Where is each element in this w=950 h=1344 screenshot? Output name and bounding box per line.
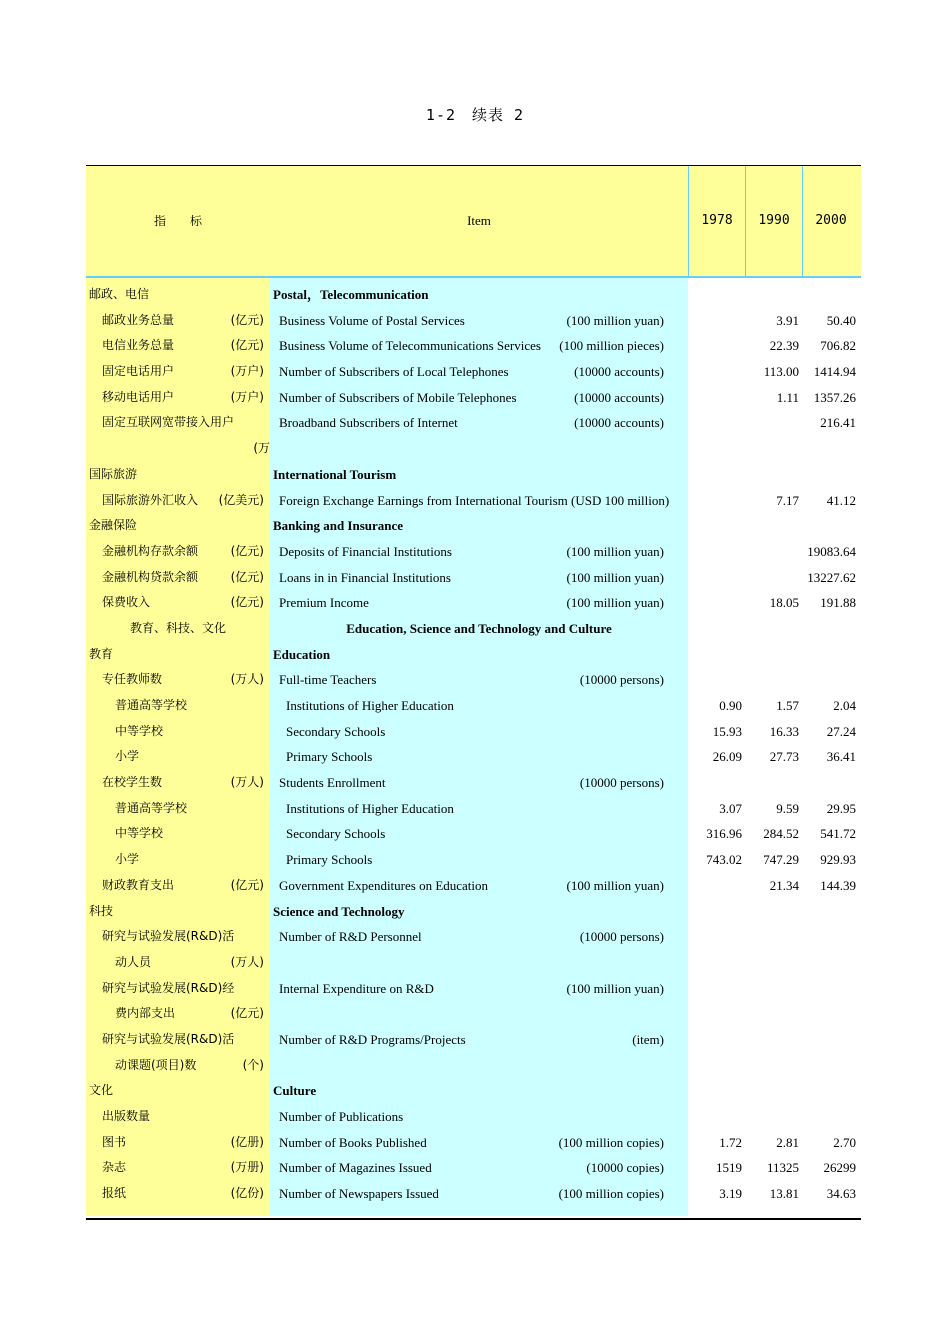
row-label-cn: 在校学生数: [102, 775, 163, 790]
row-label-cn: 固定互联网宽带接入用户: [102, 415, 235, 430]
value-2000: 2.70: [833, 1134, 856, 1150]
table-row: [86, 924, 861, 950]
row-label-en: Students Enrollment: [279, 775, 386, 791]
row-label-cn: 研究与试验发展(R&D)活: [102, 1031, 235, 1046]
row-label-en: Institutions of Higher Education: [286, 800, 454, 816]
table-row: [86, 359, 861, 385]
row-label-cn: 小学: [115, 749, 140, 764]
value-1978: 1.72: [719, 1134, 742, 1150]
section-label-cn: 国际旅游: [89, 466, 138, 481]
value-1990: 27.73: [769, 749, 799, 765]
unit-en: (item): [632, 1031, 664, 1047]
value-1978: 3.19: [719, 1186, 742, 1202]
header-year-2000: 2000: [802, 166, 859, 276]
row-label-en: Number of Magazines Issued: [279, 1160, 432, 1176]
value-1990: 113.00: [763, 364, 799, 380]
unit-en: (100 million pieces): [559, 338, 664, 354]
section-label-en: Postal，Telecommunication: [273, 287, 429, 302]
value-2000: 36.41: [826, 749, 856, 765]
value-1978: 0.90: [719, 698, 742, 713]
row-label-cn: 报纸: [102, 1186, 127, 1201]
unit-en: (10000 persons): [579, 929, 664, 945]
table-row: [86, 308, 861, 334]
value-2000: 144.39: [820, 877, 856, 893]
group-heading-en: Education, Science and Technology and Culture: [346, 620, 612, 636]
row-label-cn: 专任教师数: [102, 672, 163, 687]
table-row: [86, 744, 861, 770]
table-row: [86, 436, 861, 462]
unit-cn: (万户): [230, 389, 264, 404]
row-label-en: Broadband Subscribers of Internet: [279, 415, 458, 431]
row-label-cn: 出版数量: [102, 1109, 151, 1123]
row-label-en: Number of R&D Personnel: [279, 929, 422, 945]
row-label-en: Primary Schools: [286, 749, 373, 765]
page-title: [0, 104, 950, 125]
table-row: [86, 539, 861, 565]
header-item-en: Item: [467, 213, 491, 228]
row-label-en: Number of Publications: [279, 1109, 404, 1124]
unit-cn: (亿元): [230, 543, 264, 558]
row-label-cn: 研究与试验发展(R&D)活: [102, 929, 235, 944]
unit-cn: (万册): [230, 1160, 264, 1175]
row-label-en: Institutions of Higher Education: [286, 698, 454, 713]
row-label-cn: 图书: [102, 1134, 127, 1149]
table-row: [86, 899, 861, 925]
row-label-en: Secondary Schools: [286, 723, 386, 739]
table-row: [86, 565, 861, 591]
table-title: 续表 2: [472, 106, 525, 124]
row-label-en: Primary Schools: [286, 852, 373, 868]
unit-en: (100 million yuan): [566, 877, 664, 893]
value-1990: 21.34: [769, 877, 799, 893]
row-label-en: Number of R&D Programs/Projects: [279, 1031, 466, 1047]
row-label-en: Foreign Exchange Earnings from International Tourism (USD 100 million): [279, 492, 670, 508]
table-row: [86, 333, 861, 359]
row-label-cn: 保费收入: [102, 595, 151, 610]
table-row: [86, 873, 861, 899]
row-label-en: Secondary Schools: [286, 826, 386, 842]
value-1990: 9.59: [776, 800, 799, 816]
unit-en: (10000 accounts): [574, 389, 664, 405]
value-1978: 743.02: [706, 852, 742, 868]
row-label-cn: 普通高等学校: [115, 698, 188, 712]
header-item-cn: 指 标: [153, 214, 202, 228]
row-label-en: Internal Expenditure on R&D: [279, 980, 434, 996]
value-1978: 15.93: [712, 723, 742, 739]
value-1990: 18.05: [769, 595, 799, 611]
section-label-en: Education: [273, 646, 331, 662]
row-label-cn: 中等学校: [115, 723, 164, 738]
row-label-cn: 中等学校: [115, 826, 164, 841]
section-label-en: Culture: [273, 1083, 317, 1099]
table-body: [86, 282, 861, 1207]
value-1990: 13.81: [769, 1186, 799, 1202]
table-row: [86, 282, 861, 308]
value-1990: 7.17: [776, 492, 799, 508]
unit-cn: (亿美元): [218, 492, 264, 507]
value-1978: 1519: [716, 1160, 742, 1176]
group-heading-cn: 教育、科技、文化: [129, 620, 226, 635]
unit-cn: (亿元): [230, 1006, 264, 1021]
value-2000: 19083.64: [807, 543, 856, 559]
row-label-en: Premium Income: [279, 595, 369, 611]
value-1990: 2.81: [776, 1134, 799, 1150]
unit-en: (100 million yuan): [566, 312, 664, 328]
section-label-cn: 文化: [89, 1083, 114, 1098]
value-2000: 41.12: [826, 492, 856, 508]
row-label-en: Number of Books Published: [279, 1134, 427, 1150]
unit-cn: (亿元): [230, 569, 264, 584]
value-2000: 541.72: [820, 826, 856, 842]
value-1990: 22.39: [769, 338, 799, 354]
value-1990: 3.91: [776, 312, 799, 328]
value-2000: 706.82: [820, 338, 856, 354]
unit-en: (100 million yuan): [566, 595, 664, 611]
table-row: [86, 1001, 861, 1027]
value-2000: 191.88: [820, 595, 856, 611]
table-code: 1-2: [425, 106, 457, 124]
section-label-en: Science and Technology: [273, 903, 405, 919]
table-row: [86, 1130, 861, 1156]
row-label-cn: 财政教育支出: [102, 877, 175, 892]
header-year-1978: 1978: [688, 166, 745, 276]
unit-en: (100 million yuan): [566, 569, 664, 585]
row-label-en: Number of Subscribers of Mobile Telephones: [279, 389, 517, 405]
section-label-cn: 教育: [89, 646, 114, 661]
header-year-1990: 1990: [745, 166, 802, 276]
table-row: [86, 1027, 861, 1053]
row-label-en: Business Volume of Telecommunications Services: [279, 338, 541, 354]
table-row: [86, 847, 861, 873]
value-2000: 929.93: [820, 852, 856, 868]
row-label-en: Business Volume of Postal Services: [279, 312, 465, 328]
value-2000: 27.24: [826, 723, 856, 739]
section-label-en: Banking and Insurance: [273, 518, 404, 534]
value-1990: 1.11: [776, 389, 799, 405]
table-row: [86, 590, 861, 616]
unit-cn: (亿元): [230, 595, 264, 610]
row-label-en: Number of Subscribers of Local Telephones: [279, 364, 509, 380]
table-row: [86, 1104, 861, 1130]
value-1978: 3.07: [719, 800, 742, 816]
unit-en: (10000 accounts): [574, 364, 664, 380]
value-1990: 1.57: [776, 698, 799, 713]
value-2000: 1357.26: [813, 389, 856, 405]
value-2000: 29.95: [826, 800, 856, 816]
unit-cn: (亿元): [230, 877, 264, 892]
statistics-table: [86, 165, 861, 1220]
value-2000: 2.04: [833, 698, 856, 713]
value-2000: 13227.62: [807, 569, 856, 585]
value-1990: 747.29: [763, 852, 799, 868]
table-row: [86, 410, 861, 436]
table-row: [86, 1181, 861, 1207]
section-label-en: International Tourism: [273, 466, 397, 482]
unit-cn: (亿元): [230, 338, 264, 353]
table-row: [86, 462, 861, 488]
value-2000: 216.41: [820, 415, 856, 431]
unit-en: (10000 copies): [586, 1160, 664, 1176]
section-label-cn: 邮政、电信: [89, 287, 150, 301]
table-row: [86, 513, 861, 539]
table-row: [86, 385, 861, 411]
row-label-cn: 固定电话用户: [102, 364, 175, 379]
table-row: [86, 488, 861, 514]
unit-en: (100 million yuan): [566, 980, 664, 996]
row-label-en: Number of Newspapers Issued: [279, 1186, 439, 1202]
unit-cn: (个): [242, 1057, 264, 1072]
unit-cn: (万户): [230, 364, 264, 379]
value-1990: 284.52: [763, 826, 799, 842]
row-label-cn: 金融机构贷款余额: [102, 569, 199, 584]
unit-en: (100 million yuan): [566, 543, 664, 559]
value-1978: 26.09: [712, 749, 742, 765]
section-label-cn: 金融保险: [89, 518, 138, 533]
table-row: [86, 1078, 861, 1104]
table-row: [86, 642, 861, 668]
unit-cn: (万人): [230, 672, 264, 687]
value-2000: 1414.94: [813, 364, 856, 380]
value-2000: 50.40: [826, 312, 856, 328]
row-label-cn-continued: 动人员: [115, 954, 152, 969]
row-label-cn: 普通高等学校: [115, 800, 188, 815]
table-row: [86, 616, 861, 642]
unit-en: (100 million copies): [558, 1134, 664, 1150]
row-label-cn: 杂志: [102, 1160, 127, 1175]
row-label-cn: 移动电话用户: [102, 389, 175, 404]
unit-en: (10000 persons): [579, 775, 664, 791]
table-row: [86, 821, 861, 847]
section-label-cn: 科技: [89, 903, 114, 918]
table-row: [86, 950, 861, 976]
value-1990: 11325: [766, 1160, 799, 1176]
row-label-en: Government Expenditures on Education: [279, 877, 489, 893]
row-label-cn: 金融机构存款余额: [102, 543, 199, 558]
table-row: [86, 976, 861, 1002]
value-1978: 316.96: [706, 826, 742, 842]
row-label-cn: 电信业务总量: [102, 338, 175, 353]
value-2000: 26299: [823, 1160, 856, 1176]
value-1990: 16.33: [769, 723, 799, 739]
row-label-cn: 邮政业务总量: [102, 312, 175, 327]
table-row: [86, 667, 861, 693]
table-row: [86, 1155, 861, 1181]
row-label-en: Loans in in Financial Institutions: [279, 569, 451, 585]
row-label-en: Deposits of Financial Institutions: [279, 543, 452, 559]
table-header: [86, 166, 861, 278]
unit-cn: (亿册): [230, 1134, 264, 1149]
row-label-cn-continued: (万: [253, 441, 270, 456]
row-label-cn: 国际旅游外汇收入: [102, 492, 199, 507]
unit-en: (10000 accounts): [574, 415, 664, 431]
row-label-cn: 研究与试验发展(R&D)经: [102, 980, 235, 995]
row-label-cn: 小学: [115, 852, 140, 867]
table-row: [86, 693, 861, 719]
table-row: [86, 770, 861, 796]
row-label-en: Full-time Teachers: [279, 672, 377, 688]
unit-cn: (亿份): [230, 1186, 264, 1201]
row-label-cn-continued: 费内部支出: [115, 1006, 176, 1021]
table-row: [86, 719, 861, 745]
unit-cn: (万人): [230, 775, 264, 790]
row-label-cn-continued: 动课题(项目)数: [115, 1057, 197, 1072]
unit-cn: (亿元): [230, 312, 264, 327]
unit-en: (10000 persons): [579, 672, 664, 688]
value-2000: 34.63: [826, 1186, 856, 1202]
table-row: [86, 796, 861, 822]
unit-en: (100 million copies): [558, 1186, 664, 1202]
unit-cn: (万人): [230, 954, 264, 969]
table-row: [86, 1053, 861, 1079]
